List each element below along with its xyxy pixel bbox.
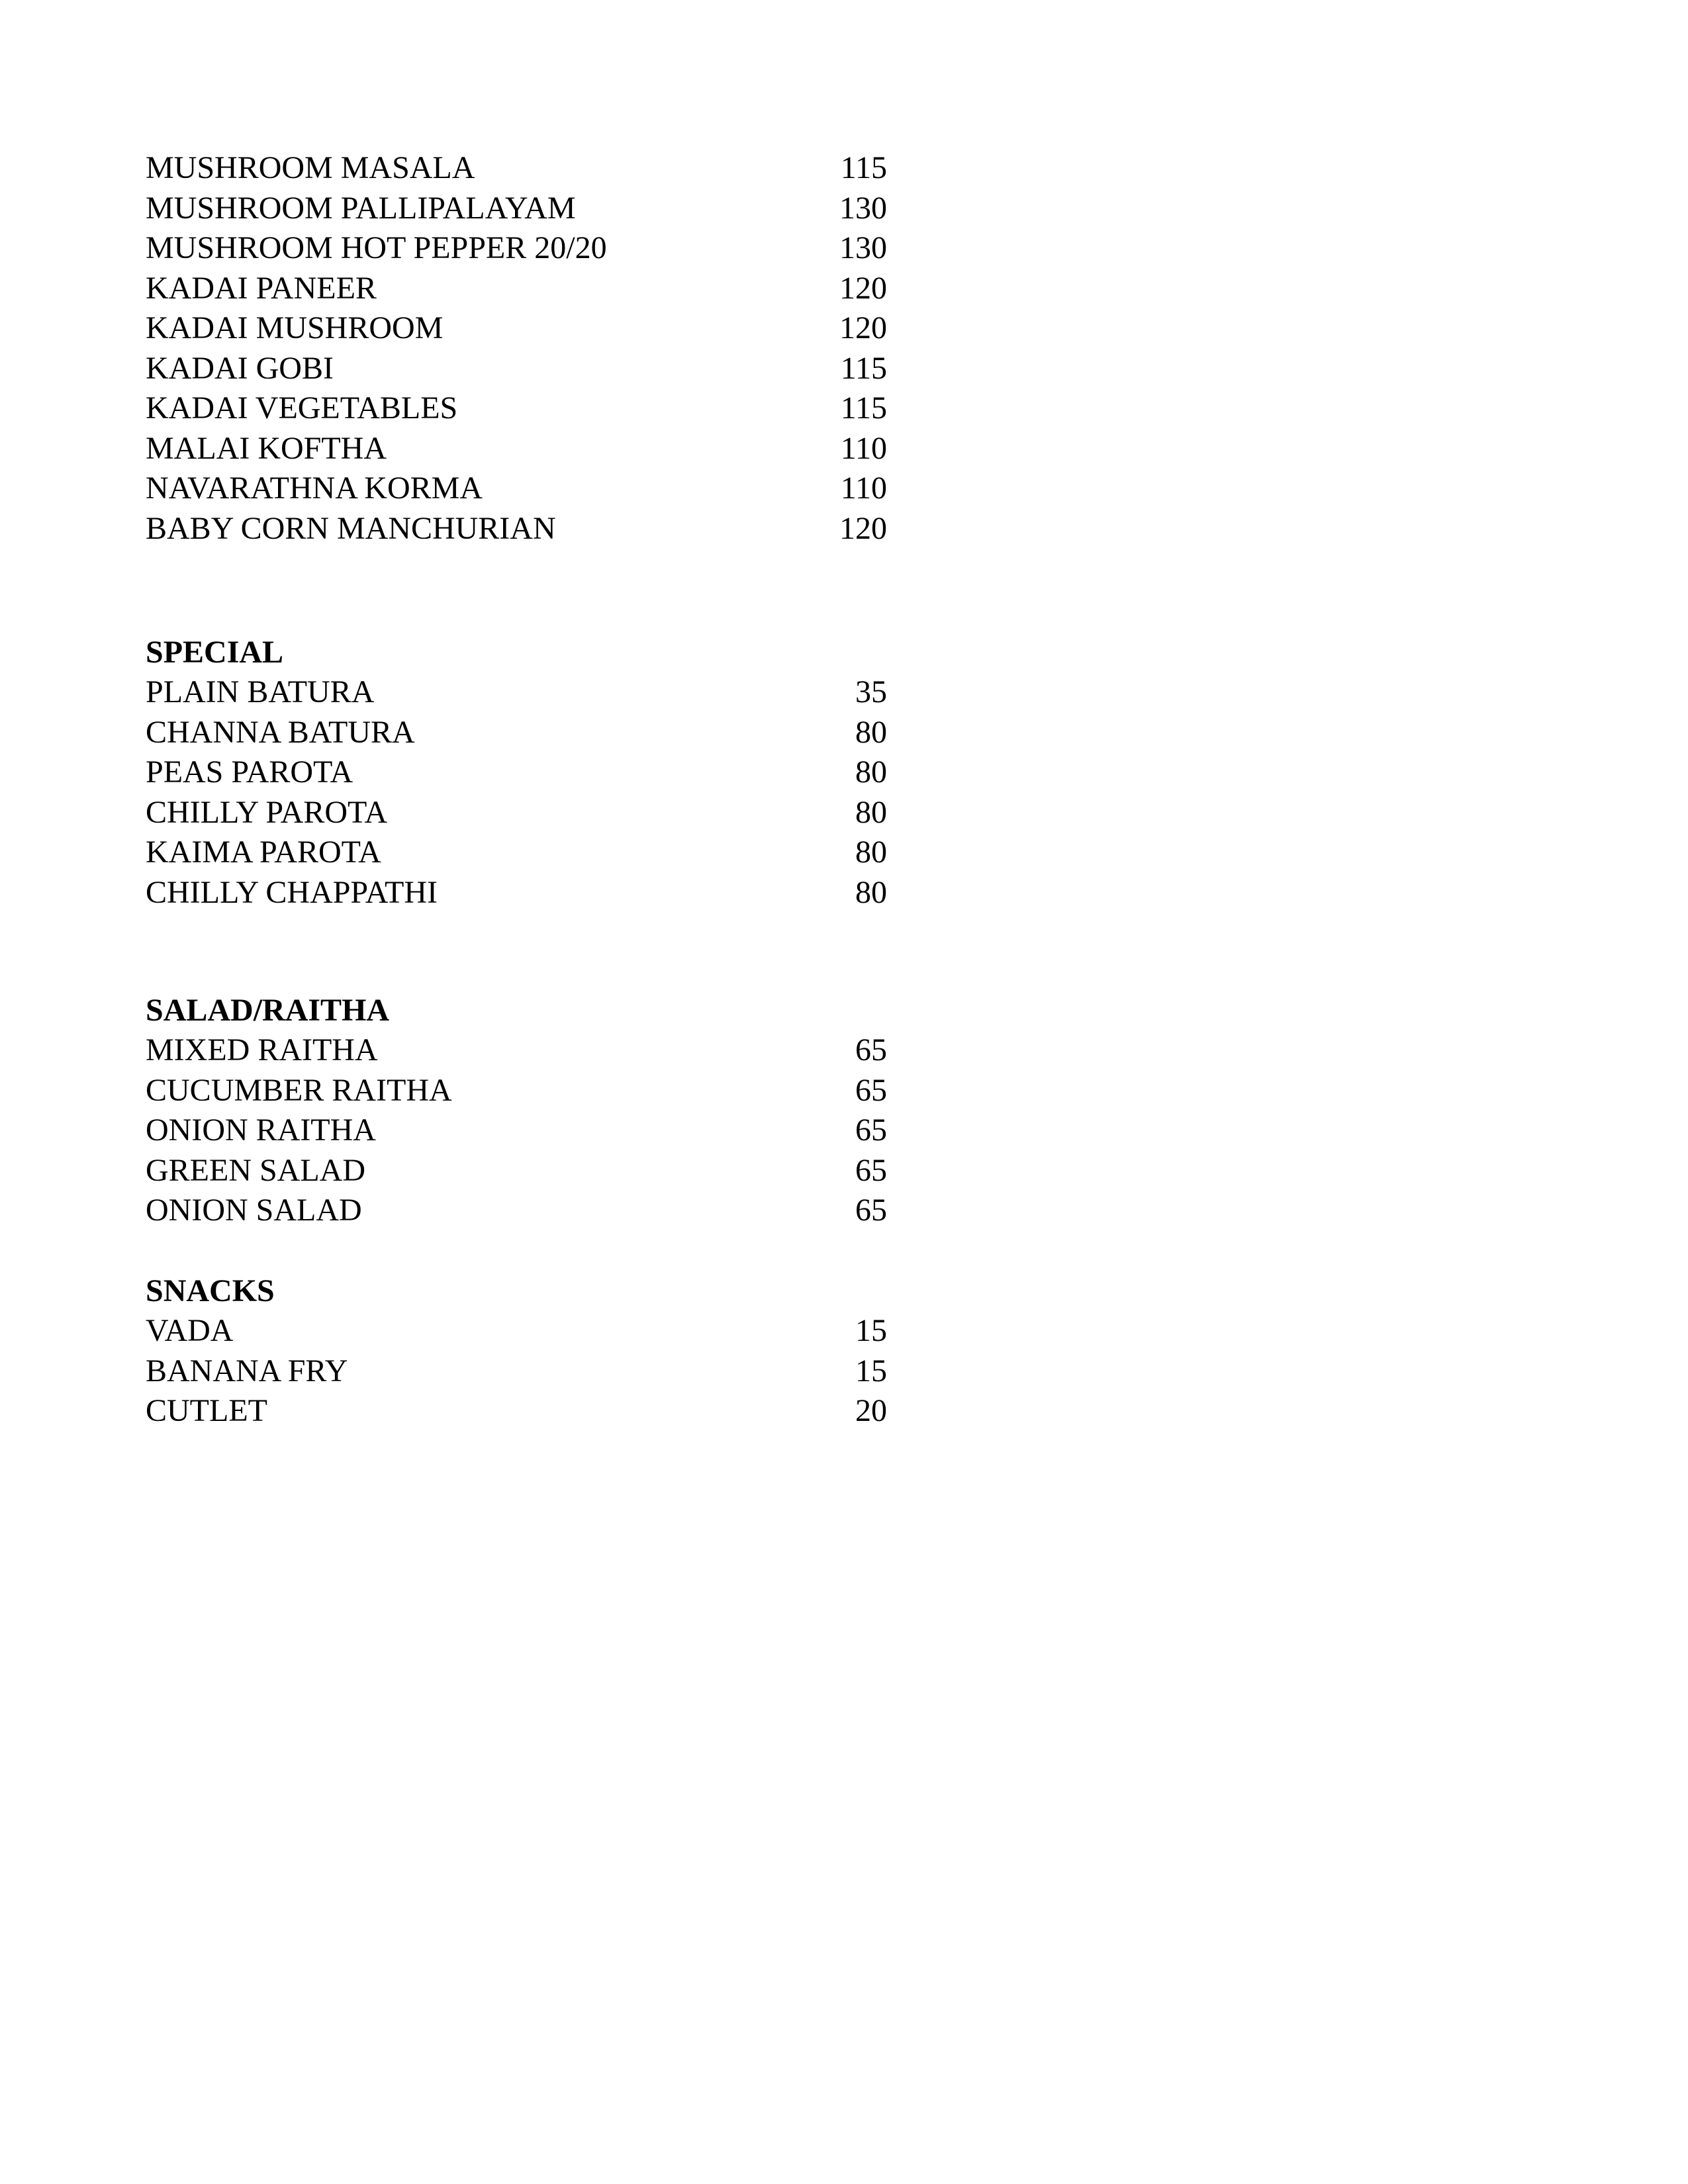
menu-section-salad-raitha [146, 991, 887, 1231]
item-price: 65 [855, 1032, 887, 1068]
item-price: 65 [855, 1152, 887, 1188]
item-price: 80 [855, 835, 887, 870]
item-name: GREEN SALAD [146, 1152, 365, 1188]
item-price: 15 [855, 1353, 887, 1388]
item-name: CHANNA BATURA [146, 714, 415, 750]
item-name: CHILLY PAROTA [146, 794, 388, 830]
item-price: 120 [839, 310, 887, 345]
item-name: ONION SALAD [146, 1193, 362, 1228]
menu-item [146, 713, 887, 753]
menu-item [146, 228, 887, 269]
item-price: 120 [839, 510, 887, 546]
item-price: 130 [839, 230, 887, 265]
item-price: 115 [840, 390, 887, 426]
menu-item [146, 1391, 887, 1432]
menu-item [146, 269, 887, 309]
menu-item [146, 469, 887, 509]
menu-item [146, 1030, 887, 1071]
item-name: VADA [146, 1313, 234, 1348]
section-heading: SALAD/RAITHA [146, 993, 390, 1028]
section-heading: SPECIAL [146, 635, 284, 670]
menu-item [146, 833, 887, 873]
menu-item [146, 793, 887, 833]
item-name: MUSHROOM PALLIPALAYAM [146, 190, 576, 226]
item-name: ONION RAITHA [146, 1113, 376, 1148]
item-price: 20 [855, 1393, 887, 1428]
menu-item [146, 672, 887, 713]
item-price: 15 [855, 1313, 887, 1348]
item-name: KADAI PANEER [146, 270, 377, 306]
menu-item [146, 1071, 887, 1111]
menu-item [146, 388, 887, 429]
item-name: MUSHROOM HOT PEPPER 20/20 [146, 230, 607, 265]
menu-item [146, 1311, 887, 1351]
item-price: 65 [855, 1072, 887, 1108]
item-name: BANANA FRY [146, 1353, 348, 1388]
item-name: MIXED RAITHA [146, 1032, 378, 1068]
item-price: 110 [840, 471, 887, 506]
item-name: KADAI VEGETABLES [146, 390, 458, 426]
item-name: PLAIN BATURA [146, 674, 375, 709]
item-price: 65 [855, 1193, 887, 1228]
menu-item [146, 752, 887, 793]
section-heading: SNACKS [146, 1273, 275, 1308]
item-name: KADAI GOBI [146, 350, 334, 386]
menu-section-special [146, 633, 887, 913]
item-name: MUSHROOM MASALA [146, 150, 475, 185]
menu-section-curries [146, 148, 887, 549]
item-name: MALAI KOFTHA [146, 430, 387, 466]
menu-item [146, 189, 887, 229]
item-name: CUTLET [146, 1393, 267, 1428]
menu-item [146, 1151, 887, 1191]
item-price: 120 [839, 270, 887, 306]
item-name: CHILLY CHAPPATHI [146, 874, 438, 910]
item-price: 80 [855, 754, 887, 790]
menu-item [146, 148, 887, 189]
item-price: 80 [855, 714, 887, 750]
item-price: 35 [855, 674, 887, 709]
item-price: 80 [855, 874, 887, 910]
item-name: KADAI MUSHROOM [146, 310, 444, 345]
item-price: 130 [839, 190, 887, 226]
menu-item [146, 1111, 887, 1151]
item-price: 80 [855, 794, 887, 830]
item-price: 110 [840, 430, 887, 466]
item-price: 65 [855, 1113, 887, 1148]
menu-item [146, 509, 887, 549]
menu-item [146, 873, 887, 913]
item-price: 115 [840, 150, 887, 185]
item-name: CUCUMBER RAITHA [146, 1072, 452, 1108]
item-price: 115 [840, 350, 887, 386]
menu-item [146, 308, 887, 349]
menu-section-snacks [146, 1271, 887, 1432]
menu-item [146, 1351, 887, 1392]
menu-item [146, 1191, 887, 1231]
item-name: PEAS PAROTA [146, 754, 353, 790]
item-name: BABY CORN MANCHURIAN [146, 510, 556, 546]
menu-item [146, 349, 887, 389]
menu-item [146, 429, 887, 469]
item-name: NAVARATHNA KORMA [146, 471, 483, 506]
item-name: KAIMA PAROTA [146, 835, 381, 870]
